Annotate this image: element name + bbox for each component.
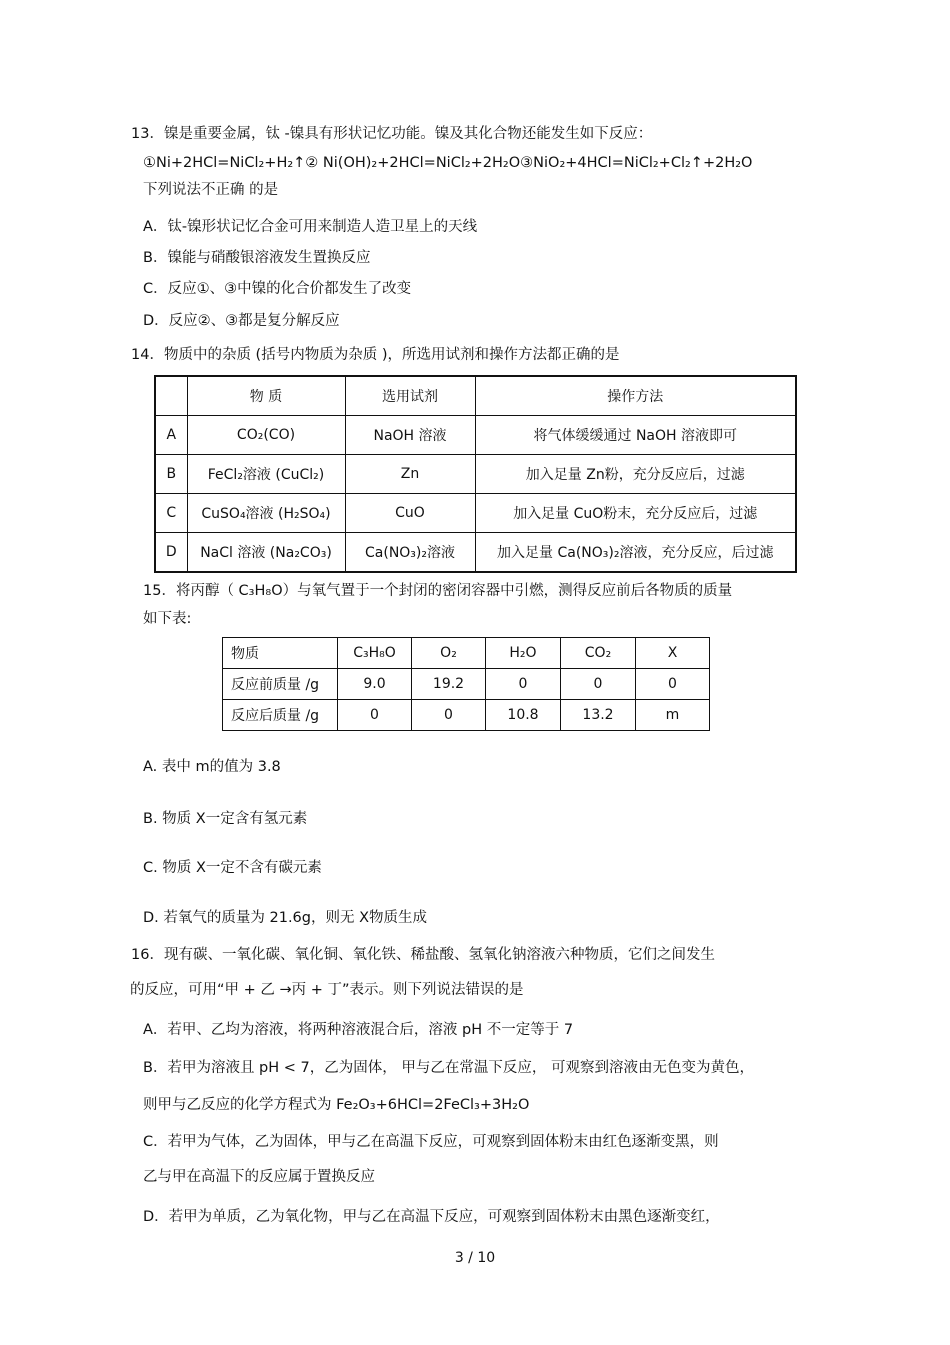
- q15-table: [222, 637, 710, 731]
- table-cell: 加入足量 Ca(NO₃)₂溶液，充分反应，后过滤: [475, 533, 796, 573]
- table-cell: 10.8: [486, 700, 561, 731]
- table-cell: m: [636, 700, 710, 731]
- q15-stem: 15．将丙醇（ C₃H₈O）与氧气置于一个封闭的密闭容器中引燃，测得反应前后各物质的质量: [143, 583, 733, 599]
- table-cell: 加入足量 Zn粉，充分反应后，过滤: [475, 455, 796, 494]
- q16-option-c-cont: 乙与甲在高温下的反应属于置换反应: [143, 1169, 375, 1185]
- q13-option-a: A．钛-镍形状记忆合金可用来制造人造卫星上的天线: [143, 219, 478, 235]
- table-header-cell: X: [636, 638, 710, 669]
- table-header-row: [223, 638, 710, 669]
- table-cell: 19.2: [412, 669, 486, 700]
- table-cell: 0: [486, 669, 561, 700]
- table-row: [155, 533, 796, 573]
- q16-option-b: B．若甲为溶液且 pH < 7，乙为固体， 甲与乙在常温下反应， 可观察到溶液由无色变为黄色，: [143, 1060, 754, 1076]
- q16-stem-cont: 的反应，可用“甲 + 乙 →丙 + 丁”表示。则下列说法错误的是: [130, 982, 524, 998]
- table-cell: 反应后质量 /g: [223, 700, 338, 731]
- table-row: [155, 494, 796, 533]
- table-cell: FeCl₂溶液 (CuCl₂): [187, 455, 345, 494]
- q15-stem-cont: 如下表:: [143, 611, 192, 627]
- table-row: [223, 700, 710, 731]
- table-row: [155, 455, 796, 494]
- table-cell: 0: [636, 669, 710, 700]
- table-cell: B: [155, 455, 187, 494]
- table-header-cell: C₃H₈O: [338, 638, 412, 669]
- table-header-cell: O₂: [412, 638, 486, 669]
- q15-option-b: B. 物质 X一定含有氢元素: [143, 811, 308, 827]
- table-header-cell: [155, 376, 187, 416]
- q16-option-a: A．若甲、乙均为溶液，将两种溶液混合后，溶液 pH 不一定等于 7: [143, 1022, 574, 1038]
- table-cell: 13.2: [561, 700, 636, 731]
- table-header-row: [155, 376, 796, 416]
- q15-option-a: A. 表中 m的值为 3.8: [143, 759, 281, 775]
- table-header-cell: 物 质: [187, 376, 345, 416]
- table-row: [223, 669, 710, 700]
- table-cell: A: [155, 416, 187, 455]
- q13-reactions: ①Ni+2HCl=NiCl₂+H₂↑② Ni(OH)₂+2HCl=NiCl₂+2H₂O③NiO₂+4HCl=NiCl₂+Cl₂↑+2H₂O: [143, 155, 753, 171]
- table-cell: Ca(NO₃)₂溶液: [345, 533, 475, 573]
- table-cell: 0: [412, 700, 486, 731]
- table-cell: 反应前质量 /g: [223, 669, 338, 700]
- q13-prompt: 下列说法不正确 的是: [143, 182, 279, 198]
- table-header-cell: 物质: [223, 638, 338, 669]
- table-cell: NaOH 溶液: [345, 416, 475, 455]
- q13-option-d: D．反应②、③都是复分解反应: [143, 313, 340, 329]
- table-header-cell: H₂O: [486, 638, 561, 669]
- page-number: 3 / 10: [454, 1250, 496, 1266]
- table-cell: Zn: [345, 455, 475, 494]
- q14-stem: 14．物质中的杂质 (括号内物质为杂质 )，所选用试剂和操作方法都正确的是: [131, 347, 620, 363]
- q15-option-c: C. 物质 X一定不含有碳元素: [143, 860, 322, 876]
- table-cell: 0: [561, 669, 636, 700]
- q15-option-d: D. 若氧气的质量为 21.6g，则无 X物质生成: [143, 910, 428, 926]
- q16-option-d: D．若甲为单质，乙为氧化物，甲与乙在高温下反应，可观察到固体粉末由黑色逐渐变红，: [143, 1209, 720, 1225]
- table-header-cell: CO₂: [561, 638, 636, 669]
- table-cell: 0: [338, 700, 412, 731]
- q13-option-b: B．镍能与硝酸银溶液发生置换反应: [143, 250, 371, 266]
- table-cell: D: [155, 533, 187, 573]
- table-cell: 9.0: [338, 669, 412, 700]
- table-cell: CO₂(CO): [187, 416, 345, 455]
- table-cell: CuSO₄溶液 (H₂SO₄): [187, 494, 345, 533]
- table-header-cell: 选用试剂: [345, 376, 475, 416]
- q16-option-b-cont: 则甲与乙反应的化学方程式为 Fe₂O₃+6HCl=2FeCl₃+3H₂O: [143, 1097, 530, 1113]
- table-cell: C: [155, 494, 187, 533]
- table-header-cell: 操作方法: [475, 376, 796, 416]
- q16-stem: 16．现有碳、一氧化碳、氧化铜、氧化铁、稀盐酸、氢氧化钠溶液六种物质，它们之间发生: [131, 947, 715, 963]
- table-cell: CuO: [345, 494, 475, 533]
- q13-stem: 13．镍是重要金属，钛 -镍具有形状记忆功能。镍及其化合物还能发生如下反应：: [131, 126, 653, 142]
- q13-option-c: C．反应①、③中镍的化合价都发生了改变: [143, 281, 412, 297]
- table-cell: 加入足量 CuO粉末，充分反应后，过滤: [475, 494, 796, 533]
- q14-table: [154, 375, 797, 573]
- table-row: [155, 416, 796, 455]
- table-cell: NaCl 溶液 (Na₂CO₃): [187, 533, 345, 573]
- table-cell: 将气体缓缓通过 NaOH 溶液即可: [475, 416, 796, 455]
- q16-option-c: C．若甲为气体，乙为固体，甲与乙在高温下反应，可观察到固体粉末由红色逐渐变黑，则: [143, 1134, 719, 1150]
